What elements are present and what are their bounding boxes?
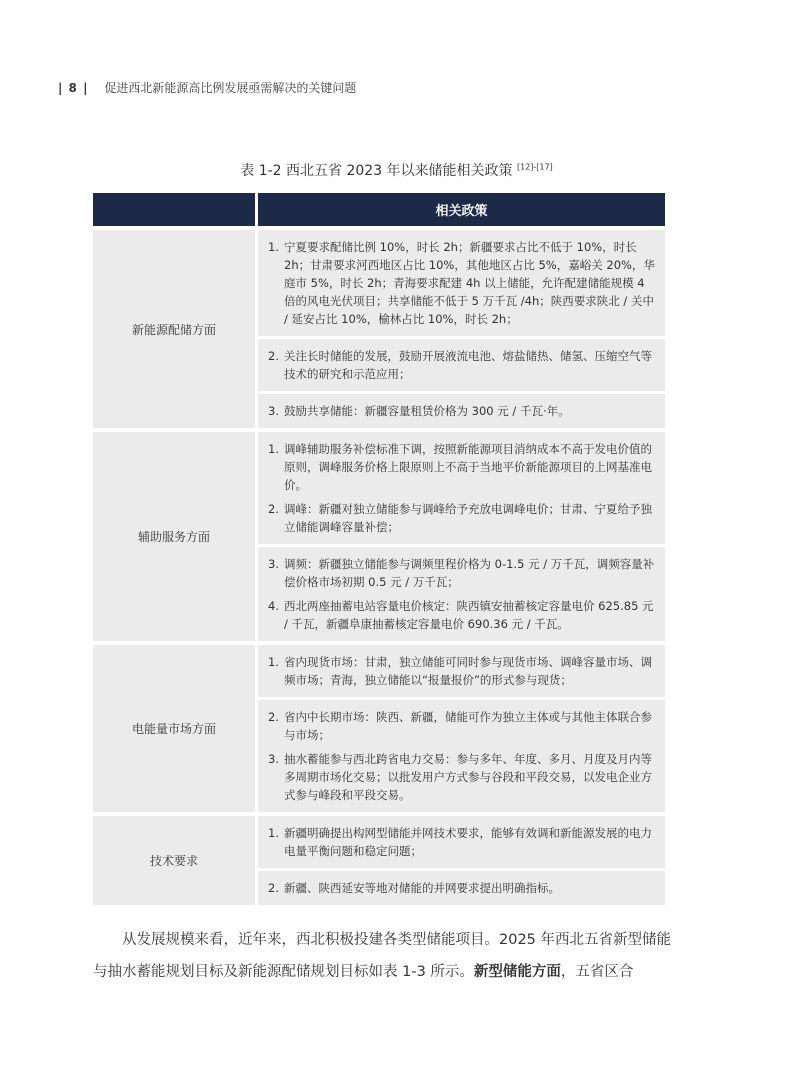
policy-item-number: 3.	[268, 752, 279, 766]
policy-item	[268, 708, 655, 744]
policy-cell	[258, 871, 665, 905]
table-caption-reference: [12]-[17]	[517, 162, 553, 172]
policy-item	[268, 402, 655, 420]
policy-item-text: 调频：新疆独立储能参与调频里程价格为 0-1.5 元 / 万千瓦，调频容量补偿价格市场初期 0.5 元 / 万千瓦；	[284, 557, 655, 589]
category-cell: 技术要求	[93, 816, 255, 905]
policy-item-number: 2.	[268, 710, 279, 724]
policy-table	[93, 193, 665, 909]
policy-item-text: 省内现货市场：甘肃，独立储能可同时参与现货市场、调峰容量市场、调频市场；青海，独立储能以“报量报价”的形式参与现货；	[284, 655, 652, 687]
policy-item-text: 调峰辅助服务补偿标准下调，按照新能源项目消纳成本不高于发电价值的原则，调峰服务价格上限原则上不高于当地平价新能源项目的上网基准电价。	[284, 442, 652, 492]
policy-item	[268, 824, 655, 860]
policy-item	[268, 879, 655, 897]
body-paragraph	[93, 924, 673, 988]
table-row-group	[93, 645, 665, 812]
policy-item	[268, 347, 655, 383]
table-header-policy: 相关政策	[258, 193, 665, 226]
category-cell: 电能量市场方面	[93, 645, 255, 812]
policy-item-text: 新疆明确提出构网型储能并网技术要求，能够有效调和新能源发展的电力电量平衡问题和稳定问题；	[284, 826, 652, 858]
table-caption-text: 表 1-2 西北五省 2023 年以来储能相关政策	[240, 163, 513, 179]
table-row-group	[93, 432, 665, 641]
paragraph-text: 从发展规模来看，近年来，西北积极投建各类型储能项目。2025 年西北五省新型储能与抽水蓄能规划目标及新能源配储规划目标如表 1-3 所示。	[93, 932, 672, 980]
policy-item	[268, 440, 655, 494]
policy-item-number: 1.	[268, 442, 279, 456]
table-caption	[0, 160, 793, 180]
policy-item-text: 宁夏要求配储比例 10%，时长 2h；新疆要求占比不低于 10%，时长 2h；甘肃要求河西地区占比 10%，其他地区占比 5%，嘉峪关 20%，华庭市 5%，时长 2h；青海要求配建 4h 以上储能，允许配建储能规模 4 倍的风电光伏项目；共享储能不低于 5 万千瓦 /4h；陕西要求陕北 / 关中 / 延安占比 10%，榆林占比 10%，时长 2h；	[284, 240, 655, 326]
policy-cell	[258, 432, 665, 544]
policy-item-number: 1.	[268, 826, 279, 840]
policy-item-number: 1.	[268, 240, 279, 254]
policy-cell	[258, 547, 665, 641]
page-number: | 8 |	[58, 81, 89, 95]
policy-cell	[258, 339, 665, 391]
policy-item-number: 2.	[268, 349, 279, 363]
policy-item-text: 抽水蓄能参与西北跨省电力交易：参与多年、年度、多月、月度及月内等多周期市场化交易；以批发用户方式参与谷段和平段交易，以发电企业方式参与峰段和平段交易。	[284, 752, 652, 802]
table-body	[93, 230, 665, 905]
policy-item	[268, 238, 655, 328]
policy-item-text: 省内中长期市场：陕西、新疆，储能可作为独立主体或与其他主体联合参与市场；	[284, 710, 652, 742]
running-title: 促进西北新能源高比例发展亟需解决的关键问题	[104, 81, 357, 95]
policy-item-text: 调峰：新疆对独立储能参与调峰给予充放电调峰电价；甘肃、宁夏给予独立储能调峰容量补偿；	[284, 502, 652, 534]
policy-item-text: 新疆、陕西延安等地对储能的并网要求提出明确指标。	[284, 881, 560, 895]
policy-cell	[258, 645, 665, 697]
policy-cell	[258, 700, 665, 812]
policy-item	[268, 597, 655, 633]
policy-item-number: 2.	[268, 881, 279, 895]
policy-item-number: 2.	[268, 502, 279, 516]
running-header	[58, 79, 356, 96]
policy-cell	[258, 816, 665, 868]
table-header-row	[93, 193, 665, 226]
paragraph-bold-text: 新型储能方面	[473, 964, 561, 980]
policy-cell	[258, 394, 665, 428]
policy-item	[268, 500, 655, 536]
policy-item	[268, 750, 655, 804]
policy-cells	[258, 816, 665, 905]
table-row-group	[93, 230, 665, 428]
policy-cells	[258, 432, 665, 641]
category-cell: 新能源配储方面	[93, 230, 255, 428]
policy-item-number: 4.	[268, 599, 279, 613]
policy-item-text: 鼓励共享储能：新疆容量租赁价格为 300 元 / 千瓦·年。	[284, 404, 570, 418]
policy-item	[268, 555, 655, 591]
category-cell: 辅助服务方面	[93, 432, 255, 641]
policy-cell	[258, 230, 665, 336]
table-row-group	[93, 816, 665, 905]
policy-item-number: 1.	[268, 655, 279, 669]
policy-cells	[258, 230, 665, 428]
policy-item-number: 3.	[268, 404, 279, 418]
policy-item-text: 关注长时储能的发展，鼓励开展液流电池、熔盐储热、储氢、压缩空气等技术的研究和示范应用；	[284, 349, 652, 381]
policy-item-number: 3.	[268, 557, 279, 571]
paragraph-text-continued: ，五省区合	[560, 964, 634, 980]
policy-cells	[258, 645, 665, 812]
policy-item	[268, 653, 655, 689]
table-header-empty-cell	[93, 193, 255, 226]
policy-item-text: 西北两座抽蓄电站容量电价核定：陕西镇安抽蓄核定容量电价 625.85 元 / 千瓦，新疆阜康抽蓄核定容量电价 690.36 元 / 千瓦。	[284, 599, 654, 631]
